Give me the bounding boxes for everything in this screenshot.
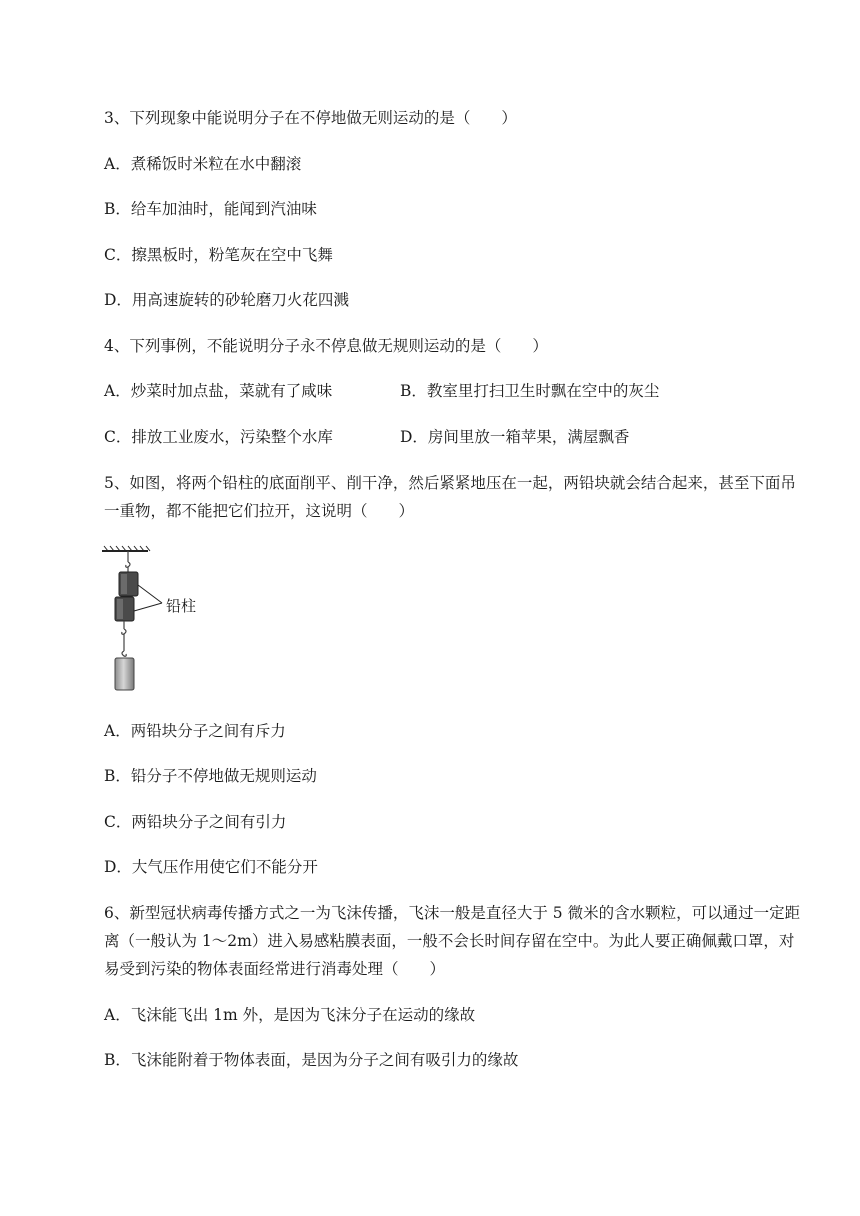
question-4-option-a: A．炒菜时加点盐，菜就有了咸味 <box>104 382 333 400</box>
question-5-stem-line-1: 5、如图，将两个铅柱的底面削平、削干净，然后紧紧地压在一起，两铅块就会结合起来，甚至下面吊 <box>104 474 796 492</box>
bottom-hook <box>122 621 127 656</box>
question-6-stem-line-3: 易受到污染的物体表面经常进行消毒处理（ ） <box>104 960 446 978</box>
question-5-option-c: C．两铅块分子之间有引力 <box>104 813 287 831</box>
question-4-option-c: C．排放工业废水，污染整个水库 <box>104 428 333 446</box>
question-5-stem-line-2: 一重物，都不能把它们拉开，这说明（ ） <box>104 502 415 520</box>
question-4-option-d: D．房间里放一箱苹果，满屋飘香 <box>400 428 630 446</box>
question-3-option-b: B．给车加油时，能闻到汽油味 <box>104 200 317 218</box>
top-hook <box>126 551 130 572</box>
question-6-option-a: A．飞沫能飞出 1m 外，是因为飞沫分子在运动的缘故 <box>104 1006 476 1024</box>
question-3-stem: 3、下列现象中能说明分子在不停地做无则运动的是（ ） <box>104 109 517 127</box>
lead-cylinders-diagram <box>100 545 220 695</box>
question-3-option-d: D．用高速旋转的砂轮磨刀火花四溅 <box>104 291 349 309</box>
question-5-option-b: B．铅分子不停地做无规则运动 <box>104 767 317 785</box>
question-4-stem: 4、下列事例，不能说明分子永不停息做无规则运动的是（ ） <box>104 337 548 355</box>
question-3-option-c: C．擦黑板时，粉笔灰在空中飞舞 <box>104 246 333 264</box>
hanging-weight <box>115 658 134 690</box>
question-6-stem-line-1: 6、新型冠状病毒传播方式之一为飞沫传播，飞沫一般是直径大于 5 微米的含水颗粒，可以通过一定距 <box>104 904 801 922</box>
question-5-option-d: D．大气压作用使它们不能分开 <box>104 858 318 876</box>
question-5-option-a: A．两铅块分子之间有斥力 <box>104 722 286 740</box>
ceiling-hatch <box>102 546 150 551</box>
question-6-stem-line-2: 离（一般认为 1～2m）进入易感粘膜表面，一般不会长时间存留在空中。为此人要正确佩戴口罩，对 <box>104 932 795 950</box>
question-3-option-a: A．煮稀饭时米粒在水中翻滚 <box>104 155 302 173</box>
lead-cylinders-figure <box>100 545 220 695</box>
question-4-option-b: B．教室里打扫卫生时飘在空中的灰尘 <box>400 382 660 400</box>
question-6-option-b: B．飞沫能附着于物体表面，是因为分子之间有吸引力的缘故 <box>104 1051 519 1069</box>
lead-cylinder-label: 铅柱 <box>166 597 197 615</box>
